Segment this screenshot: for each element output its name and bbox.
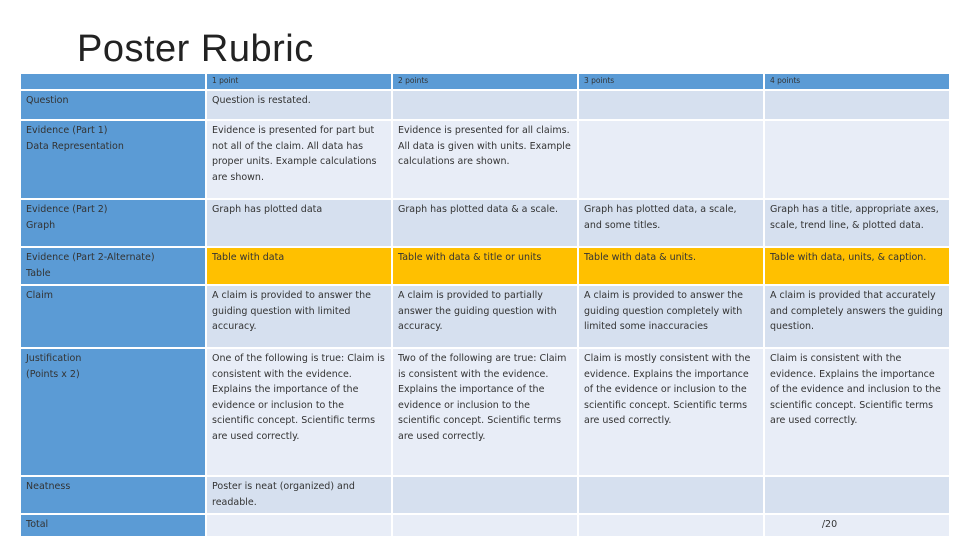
row-evidence-part-2 bbox=[20, 199, 950, 247]
cell-question-1: Question is restated. bbox=[206, 90, 392, 120]
cell-claim-3: A claim is provided to answer the guiding question completely with limited some inaccuracies bbox=[578, 285, 764, 348]
criterion-neatness: Neatness bbox=[20, 476, 206, 514]
page-title: Poster Rubric bbox=[77, 28, 314, 70]
cell-evidence-part-2-2: Graph has plotted data & a scale. bbox=[392, 199, 578, 247]
criterion-evidence-part-1: Evidence (Part 1) Data Representation bbox=[20, 120, 206, 199]
cell-evidence-part-2-4: Graph has a title, appropriate axes, scale, trend line, & plotted data. bbox=[764, 199, 950, 247]
cell-evidence-alt-1: Table with data bbox=[206, 247, 392, 285]
row-total bbox=[20, 514, 950, 537]
cell-neatness-3 bbox=[578, 476, 764, 514]
cell-justification-3: Claim is mostly consistent with the evidence. Explains the importance of the evidence or inclusion to the scientific concept. Scientific terms are used correctly. bbox=[578, 348, 764, 476]
criterion-total: Total bbox=[20, 514, 206, 537]
cell-question-2 bbox=[392, 90, 578, 120]
cell-evidence-alt-2: Table with data & title or units bbox=[392, 247, 578, 285]
column-header-4-points: 4 points bbox=[764, 73, 950, 90]
row-justification bbox=[20, 348, 950, 476]
column-header-3-points: 3 points bbox=[578, 73, 764, 90]
cell-evidence-alt-3: Table with data & units. bbox=[578, 247, 764, 285]
cell-justification-2: Two of the following are true: Claim is consistent with the evidence. Explains the importance of the evidence or inclusion to the scientific concept. Scientific terms are used correctly. bbox=[392, 348, 578, 476]
cell-evidence-part-2-3: Graph has plotted data, a scale, and some titles. bbox=[578, 199, 764, 247]
cell-evidence-part-1-3 bbox=[578, 120, 764, 199]
cell-total-3 bbox=[578, 514, 764, 537]
criterion-justification: Justification (Points x 2) bbox=[20, 348, 206, 476]
cell-claim-2: A claim is provided to partially answer the guiding question with accuracy. bbox=[392, 285, 578, 348]
cell-total-2 bbox=[392, 514, 578, 537]
cell-evidence-part-2-1: Graph has plotted data bbox=[206, 199, 392, 247]
cell-evidence-alt-4: Table with data, units, & caption. bbox=[764, 247, 950, 285]
header-row bbox=[20, 73, 950, 90]
criterion-evidence-part-2: Evidence (Part 2) Graph bbox=[20, 199, 206, 247]
cell-neatness-4 bbox=[764, 476, 950, 514]
row-evidence-part-1 bbox=[20, 120, 950, 199]
total-score: /20 bbox=[764, 514, 950, 537]
column-header-1-point: 1 point bbox=[206, 73, 392, 90]
cell-neatness-2 bbox=[392, 476, 578, 514]
row-evidence-part-2-alternate bbox=[20, 247, 950, 285]
row-question bbox=[20, 90, 950, 120]
criterion-question: Question bbox=[20, 90, 206, 120]
cell-claim-4: A claim is provided that accurately and completely answers the guiding question. bbox=[764, 285, 950, 348]
cell-total-1 bbox=[206, 514, 392, 537]
row-claim bbox=[20, 285, 950, 348]
row-neatness bbox=[20, 476, 950, 514]
cell-justification-4: Claim is consistent with the evidence. Explains the importance of the evidence and inclusion to the scientific concept. Scientific terms are used correctly. bbox=[764, 348, 950, 476]
column-header-criterion bbox=[20, 73, 206, 90]
cell-claim-1: A claim is provided to answer the guiding question with limited accuracy. bbox=[206, 285, 392, 348]
cell-justification-1: One of the following is true: Claim is consistent with the evidence. Explains the importance of the evidence or inclusion to the scientific concept. Scientific terms are used correctly. bbox=[206, 348, 392, 476]
criterion-evidence-part-2-alternate: Evidence (Part 2-Alternate) Table bbox=[20, 247, 206, 285]
cell-evidence-part-1-1: Evidence is presented for part but not all of the claim. All data has proper units. Example calculations are shown. bbox=[206, 120, 392, 199]
rubric-table bbox=[19, 72, 951, 538]
criterion-claim: Claim bbox=[20, 285, 206, 348]
cell-evidence-part-1-4 bbox=[764, 120, 950, 199]
cell-neatness-1: Poster is neat (organized) and readable. bbox=[206, 476, 392, 514]
cell-evidence-part-1-2: Evidence is presented for all claims. All data is given with units. Example calculations are shown. bbox=[392, 120, 578, 199]
cell-question-3 bbox=[578, 90, 764, 120]
cell-question-4 bbox=[764, 90, 950, 120]
column-header-2-points: 2 points bbox=[392, 73, 578, 90]
